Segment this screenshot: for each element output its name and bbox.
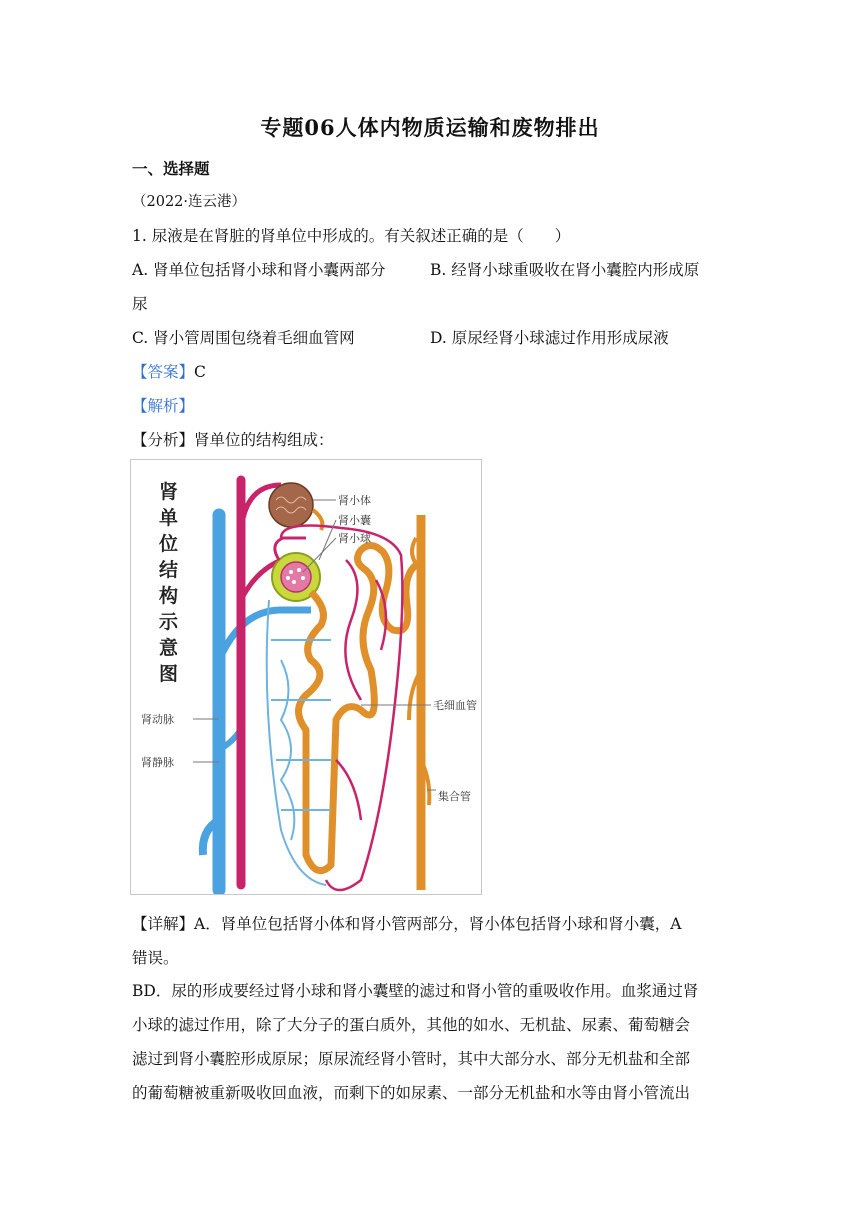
label-renal-corpuscle: 肾小体 bbox=[338, 494, 371, 507]
label-renal-vein: 肾静脉 bbox=[141, 756, 174, 769]
analysis-intro-label: 【分析】 bbox=[132, 431, 195, 449]
detail-para-line-3: 滤过到肾小囊腔形成原尿；原尿流经肾小管时，其中大部分水、部分无机盐和全部 bbox=[132, 1050, 691, 1068]
detail-text-1: A．肾单位包括肾小体和肾小管两部分，肾小体包括肾小球和肾小囊，A bbox=[194, 915, 682, 933]
option-c: C. 肾小管周围包绕着毛细血管网 bbox=[132, 329, 355, 347]
answer-label: 【答案】 bbox=[132, 363, 195, 381]
option-a: A. 肾单位包括肾小球和肾小囊两部分 bbox=[132, 261, 386, 279]
analysis-intro bbox=[132, 428, 334, 450]
question-source: （2022·连云港） bbox=[132, 194, 247, 210]
detail-line-1 bbox=[132, 912, 681, 934]
section-heading: 一、选择题 bbox=[132, 159, 210, 178]
analysis-intro-text: 肾单位的结构组成： bbox=[194, 431, 334, 449]
answer-value: C bbox=[194, 363, 206, 381]
label-glomerulus: 肾小球 bbox=[338, 532, 371, 545]
question-stem: 1. 尿液是在肾脏的肾单位中形成的。有关叙述正确的是（ ） bbox=[132, 227, 571, 245]
answer-line bbox=[132, 360, 206, 382]
label-renal-capsule: 肾小囊 bbox=[338, 514, 371, 527]
detail-paragraph bbox=[132, 974, 728, 1110]
detail-para-line-1: BD．尿的形成要经过肾小球和肾小囊壁的滤过和肾小管的重吸收作用。血浆通过肾 bbox=[132, 982, 699, 1000]
option-b-continued: 尿 bbox=[132, 295, 148, 313]
detail-para-line-4: 的葡萄糖被重新吸收回血液，而剩下的如尿素、一部分无机盐和水等由肾小管流出 bbox=[132, 1084, 691, 1102]
detail-line-2: 错误。 bbox=[132, 949, 179, 967]
label-collecting-duct: 集合管 bbox=[438, 790, 471, 803]
detail-label: 【详解】 bbox=[132, 915, 195, 933]
diagram-side-title: 肾单位结构示意图 bbox=[159, 481, 179, 685]
label-renal-artery: 肾动脉 bbox=[141, 713, 174, 726]
analysis-label: 【解析】 bbox=[132, 397, 195, 415]
label-capillary: 毛细血管 bbox=[433, 699, 477, 712]
detail-para-line-2: 小球的滤过作用，除了大分子的蛋白质外，其他的如水、无机盐、尿素、葡萄糖会 bbox=[132, 1016, 691, 1034]
option-d: D. 原尿经肾小球滤过作用形成尿液 bbox=[430, 329, 669, 347]
option-b: B. 经肾小球重吸收在肾小囊腔内形成原 bbox=[430, 261, 700, 279]
nephron-diagram bbox=[130, 459, 482, 895]
page-title: 专题06人体内物质运输和废物排出 bbox=[260, 115, 600, 140]
